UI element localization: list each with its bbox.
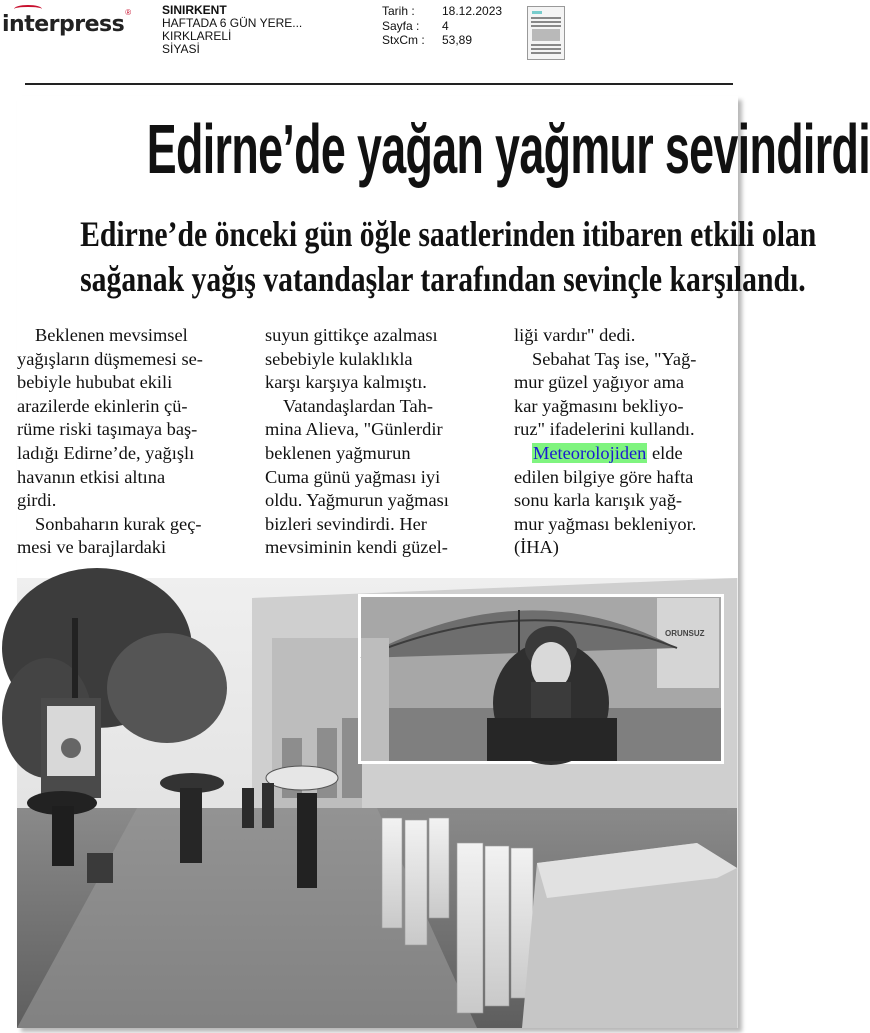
newspaper-clipping <box>17 96 870 1028</box>
article-line: Sebahat Taş ise, "Yağ- <box>532 348 697 369</box>
page-thumbnail[interactable] <box>527 6 565 60</box>
meta-value: 4 <box>442 18 449 33</box>
article-line: ruz" ifadelerini kullandı. <box>514 419 695 440</box>
article-line: Beklenen mevsimsel <box>35 325 188 345</box>
meta-page <box>382 19 502 34</box>
article-line: oldu. Yağmurun yağması <box>265 490 449 511</box>
article-line: mesi ve barajlardaki <box>17 537 167 558</box>
article-line: liği vardır" dedi. <box>514 325 636 345</box>
article-line: Vatandaşlardan Tah- <box>283 395 434 416</box>
article-line: ladığı Edirne’de, yağışlı <box>17 442 195 463</box>
article-line <box>514 442 738 466</box>
article-line-text: elde <box>647 442 683 463</box>
meta-stxcm <box>382 33 502 48</box>
publication-category: SİYASİ <box>162 42 200 56</box>
article-line: (İHA) <box>514 537 559 558</box>
meta-value: 53,89 <box>442 33 473 47</box>
article-column-1 <box>17 324 249 560</box>
article-line: girdi. <box>17 490 57 511</box>
thumbnail-photo <box>532 29 560 41</box>
publication-frequency: HAFTADA 6 GÜN YERE... <box>162 16 303 30</box>
meta-label: Sayfa : <box>382 18 420 33</box>
article-line: mevsiminin kendi güzel- <box>265 537 448 558</box>
street-rain-photo <box>17 578 738 1028</box>
street-scene-image <box>17 578 738 1028</box>
article-line: karşı karşıya kalmıştı. <box>265 372 427 393</box>
subhead-line: sağanak yağış vatandaşlar tarafından sevinçle karşılandı. <box>80 259 806 299</box>
article-column-2 <box>265 324 497 560</box>
highlighted-keyword: Meteorolojiden <box>533 442 647 463</box>
article-line: yağışların düşmemesi se- <box>17 348 203 369</box>
logo-text: interpress <box>2 12 125 37</box>
header-divider <box>25 83 733 85</box>
article-line: havanın etkisi altına <box>17 466 166 487</box>
article-line: mina Alieva, "Günlerdir <box>265 419 443 440</box>
meta-value: 18.12.2023 <box>442 4 503 18</box>
article-line: bizleri sevindirdi. Her <box>265 513 427 534</box>
publication-info <box>162 4 302 56</box>
inset-portrait <box>358 594 724 765</box>
article-headline: Edirne’de yağan yağmur sevindirdi <box>146 110 870 188</box>
article-line: mur yağması bekleniyor. <box>514 513 697 534</box>
article-line: arazilerde ekinlerin çü- <box>17 395 188 416</box>
subhead-line: Edirne’de önceki gün öğle saatlerinden itibaren etkili olan <box>80 214 817 254</box>
publication-name: SINIRKENT <box>162 3 227 17</box>
meta-label: StxCm : <box>382 33 425 47</box>
thumbnail-marker <box>532 11 542 14</box>
publication-region: KIRKLARELİ <box>162 29 232 43</box>
meta-label: Tarih : <box>382 4 415 18</box>
article-line: Cuma günü yağması iyi <box>265 466 441 487</box>
article-line: sebebiyle kulaklıkla <box>265 348 413 369</box>
article-line: edilen bilgiye göre hafta <box>514 466 694 487</box>
article-line: suyun gittikçe azalması <box>265 325 438 345</box>
article-line: kar yağmasını bekliyo- <box>514 395 684 416</box>
article-line: beklenen yağmurun <box>265 442 411 463</box>
article-column-3 <box>514 324 738 560</box>
clipping-meta <box>382 4 502 48</box>
registered-mark: ® <box>125 8 132 17</box>
article-subheadline <box>80 212 817 302</box>
inset-sign-text: ORUNSUZ <box>665 629 705 638</box>
meta-date <box>382 4 502 19</box>
article-line: mur güzel yağıyor ama <box>514 372 685 393</box>
article-line: Sonbaharın kurak geç- <box>35 513 202 534</box>
interpress-logo <box>2 8 131 36</box>
article-line: bebiyle hububat ekili <box>17 372 173 393</box>
article-line: sonu karla karışık yağ- <box>514 490 683 511</box>
article-line: rüme riski taşımaya baş- <box>17 419 198 440</box>
logo-swoosh-icon <box>14 5 42 13</box>
